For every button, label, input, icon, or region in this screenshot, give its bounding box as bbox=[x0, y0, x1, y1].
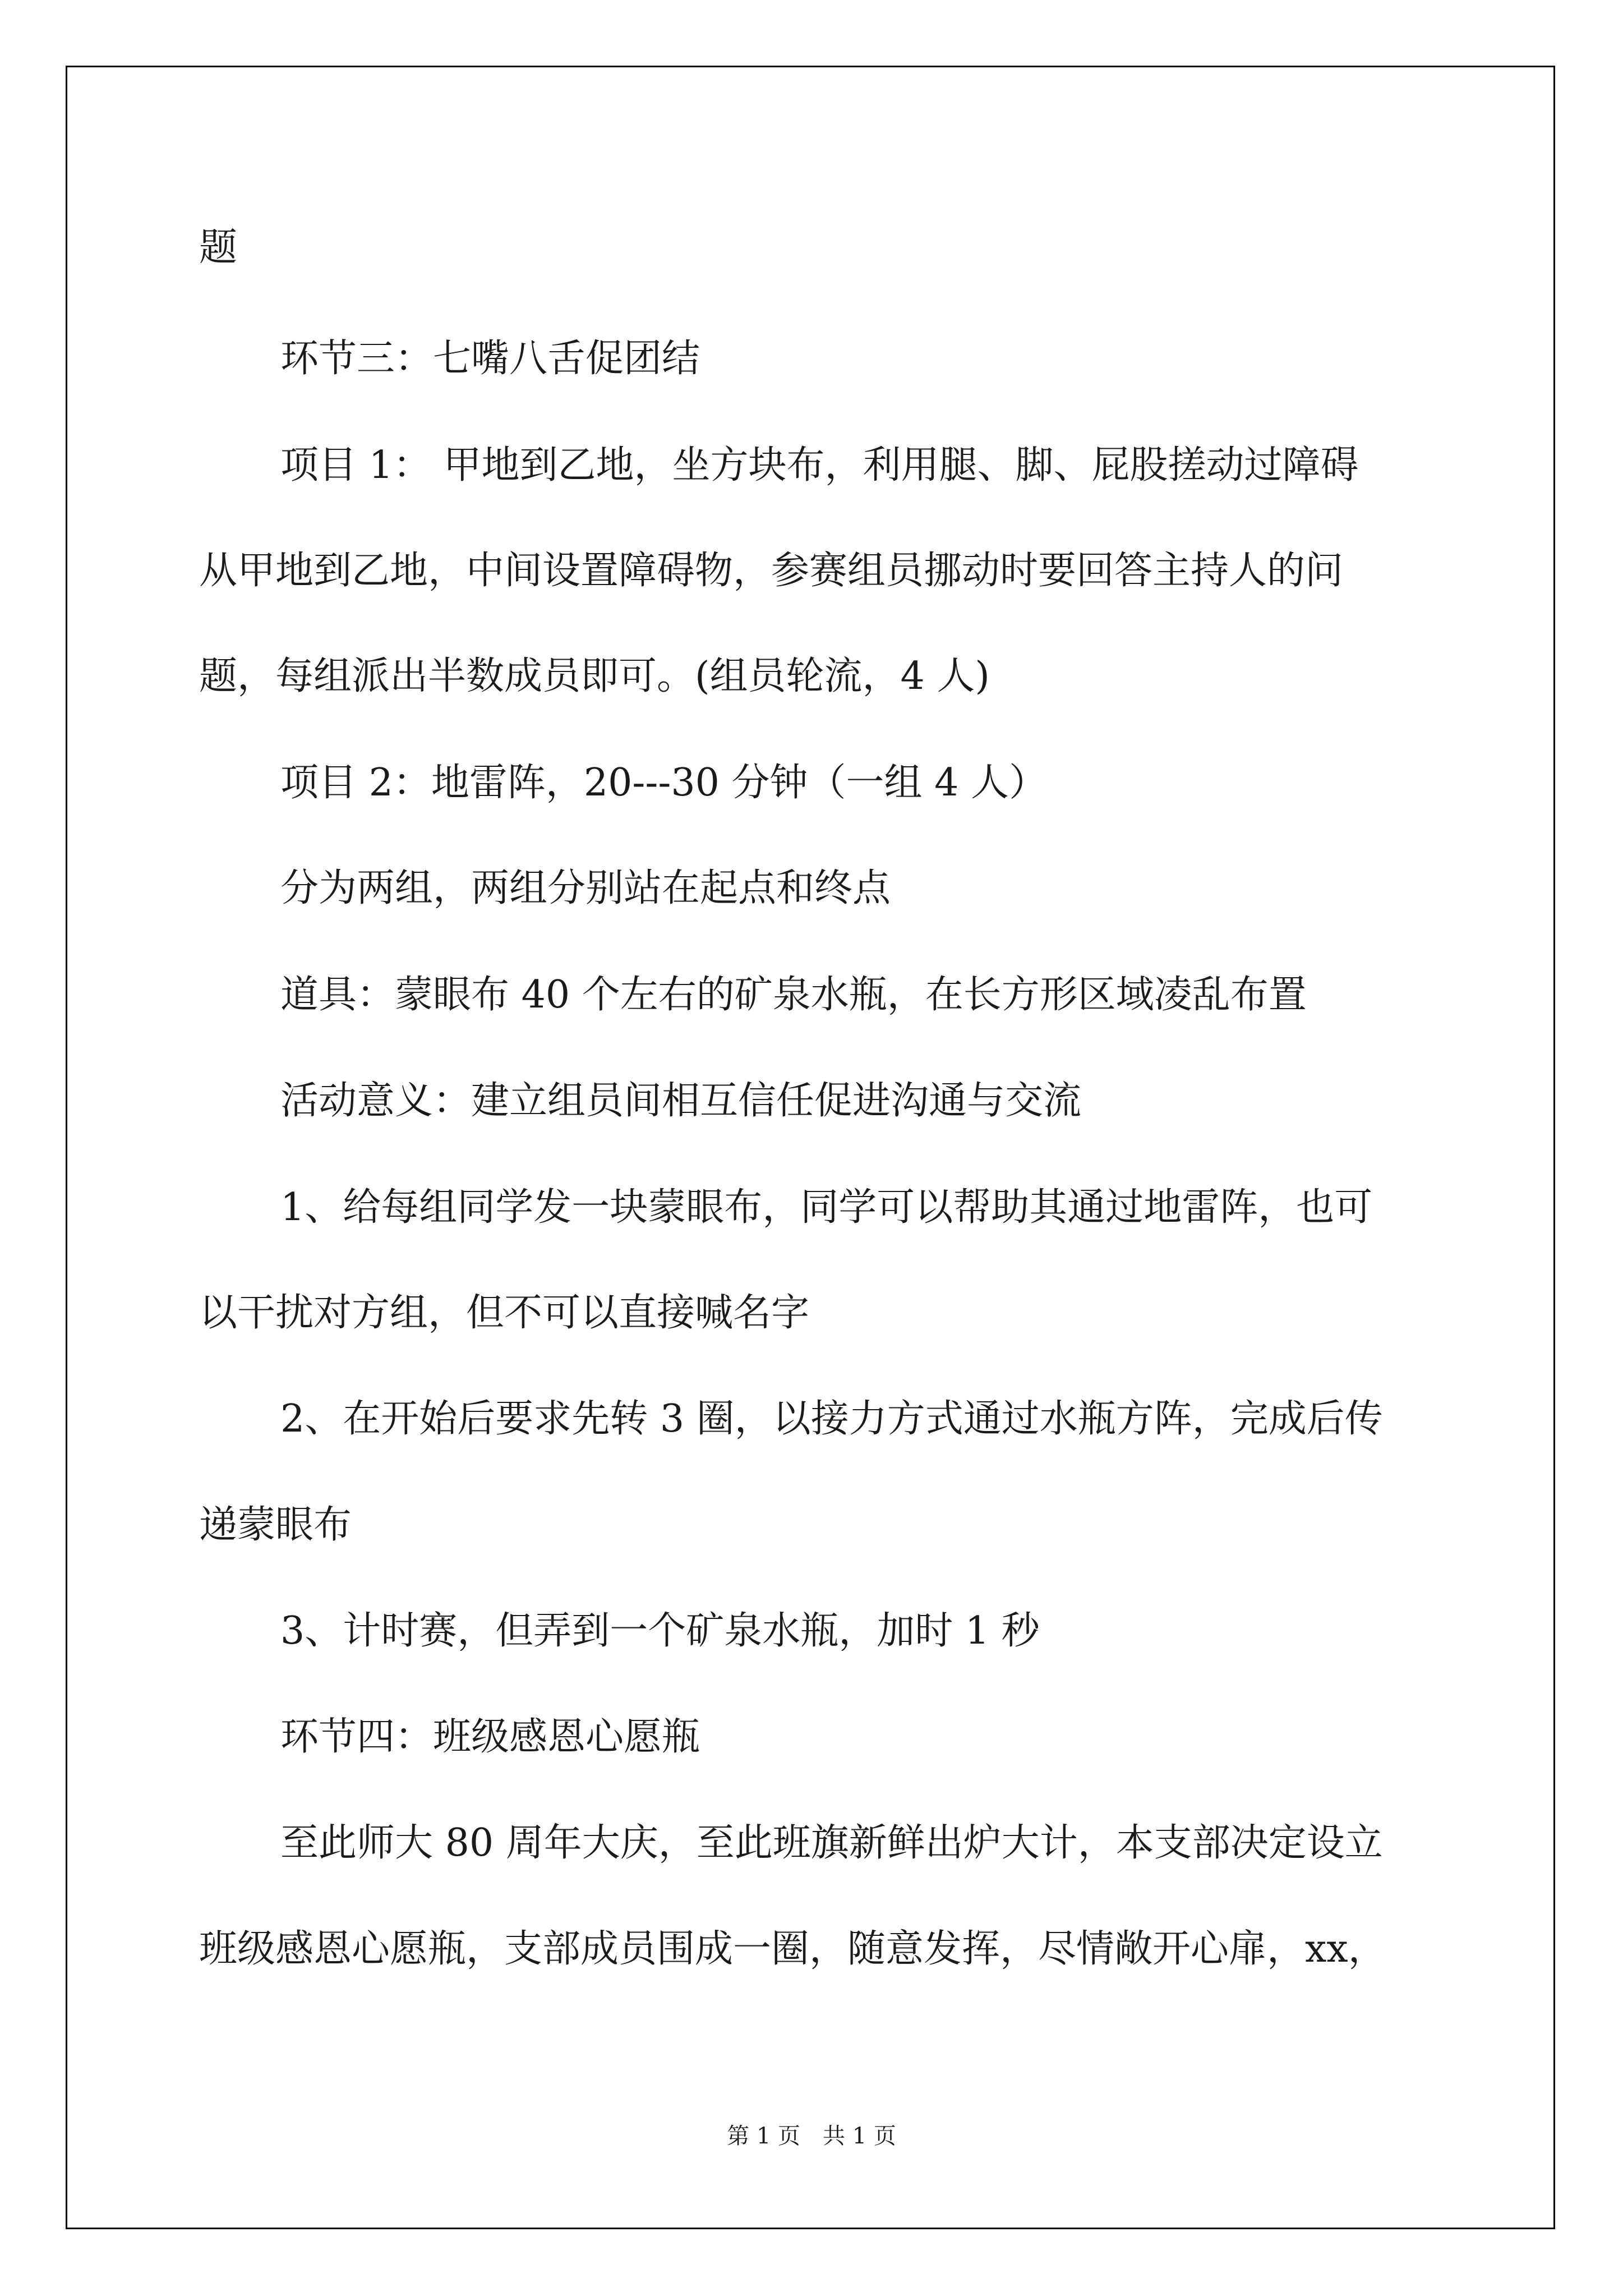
section-heading: 环节三：七嘴八舌促团结 bbox=[280, 337, 700, 381]
text-line: 3、计时赛，但弄到一个矿泉水瓶，加时 1 秒 bbox=[280, 1609, 1040, 1653]
text-line: 题 bbox=[199, 226, 238, 270]
page-number-footer: 第 1 页 共 1 页 bbox=[727, 2123, 896, 2149]
text-line: 班级感恩心愿瓶，支部成员围成一圈，随意发挥，尽情敞开心扉，xx， bbox=[199, 1927, 1386, 1971]
section-heading: 环节四：班级感恩心愿瓶 bbox=[280, 1715, 700, 1759]
text-line: 以干扰对方组，但不可以直接喊名字 bbox=[199, 1291, 810, 1335]
text-line: 从甲地到乙地，中间设置障碍物，参赛组员挪动时要回答主持人的问 bbox=[199, 549, 1344, 593]
text-line: 1、给每组同学发一块蒙眼布，同学可以帮助其通过地雷阵，也可 bbox=[280, 1185, 1373, 1230]
page-border bbox=[66, 66, 1555, 2229]
text-line: 活动意义：建立组员间相互信任促进沟通与交流 bbox=[280, 1079, 1082, 1123]
text-line: 题，每组派出半数成员即可。(组员轮流，4 人) bbox=[199, 654, 990, 698]
text-line: 2、在开始后要求先转 3 圈，以接力方式通过水瓶方阵，完成后传 bbox=[280, 1397, 1383, 1441]
text-line: 项目 1： 甲地到乙地，坐方块布，利用腿、脚、屁股搓动过障碍 bbox=[280, 443, 1359, 487]
text-line: 递蒙眼布 bbox=[199, 1503, 352, 1547]
text-line: 分为两组，两组分别站在起点和终点 bbox=[280, 866, 891, 910]
text-line: 至此师大 80 周年大庆，至此班旗新鲜出炉大计，本支部决定设立 bbox=[280, 1821, 1383, 1865]
text-line: 道具：蒙眼布 40 个左右的矿泉水瓶，在长方形区域凌乱布置 bbox=[280, 973, 1307, 1017]
text-line: 项目 2：地雷阵，20---30 分钟（一组 4 人） bbox=[280, 761, 1047, 805]
